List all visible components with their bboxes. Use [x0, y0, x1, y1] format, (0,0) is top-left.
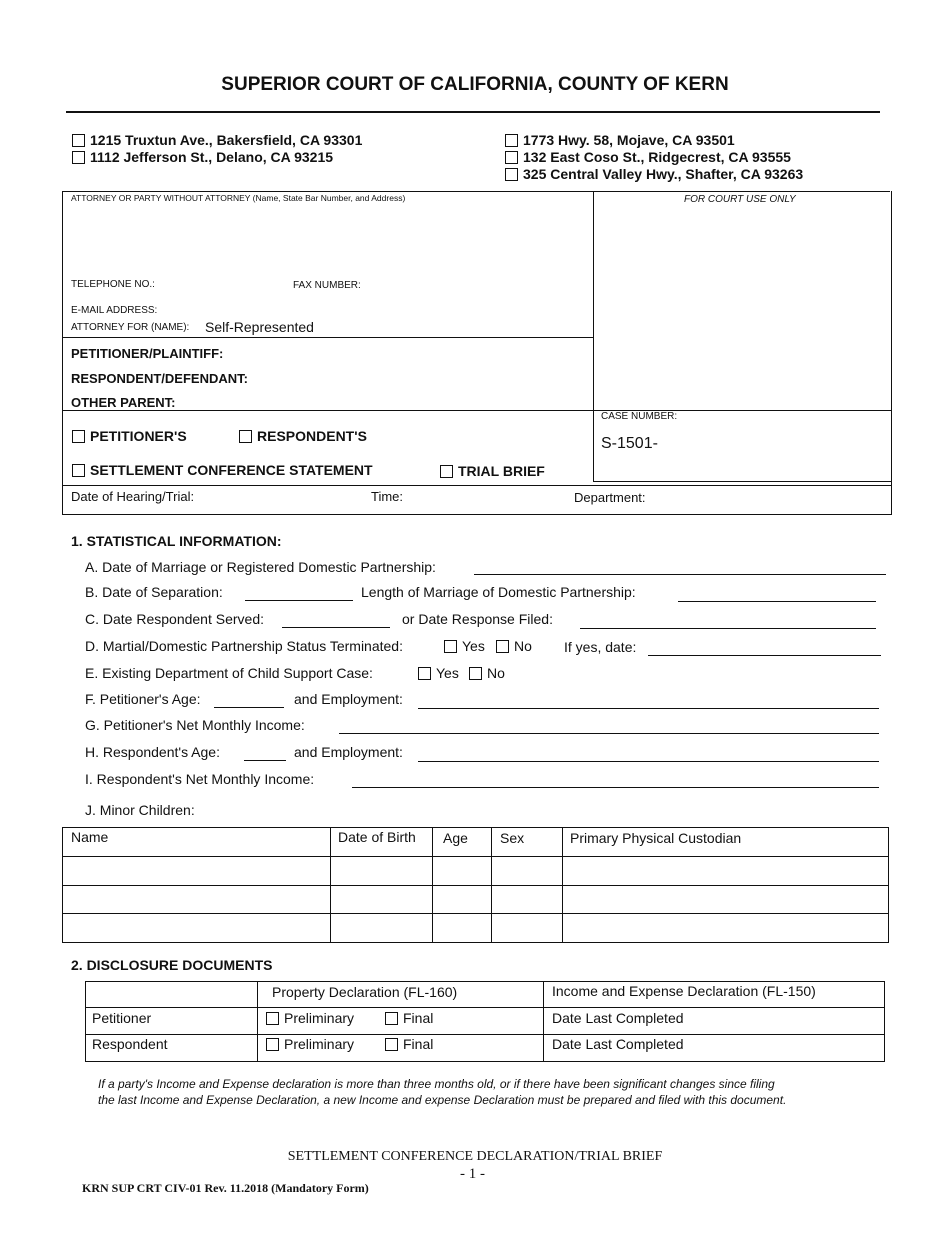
child-support-no-option[interactable]: No [469, 665, 505, 681]
table-rule [85, 1007, 885, 1008]
served-date-label: C. Date Respondent Served: [85, 611, 264, 627]
respondent-employment-line[interactable] [418, 761, 879, 762]
petitioner-label: PETITIONER/PLAINTIFF: [71, 346, 224, 361]
hearing-date-label: Date of Hearing/Trial: [71, 489, 195, 504]
telephone-label: TELEPHONE NO.: [71, 279, 155, 290]
location-right-2[interactable]: 132 East Coso St., Ridgecrest, CA 93555 [505, 149, 791, 165]
income-declaration-header: Income and Expense Declaration (FL-150) [552, 983, 816, 999]
footer-title: SETTLEMENT CONFERENCE DECLARATION/TRIAL BRIEF [287, 1149, 663, 1164]
petitioner-date-completed[interactable]: Date Last Completed [552, 1010, 684, 1026]
status-yes-option[interactable]: Yes [444, 638, 485, 654]
petitioner-final-option[interactable]: Final [385, 1010, 433, 1026]
respondent-label: RESPONDENT/DEFENDANT: [71, 371, 248, 386]
respondent-employment-label: and Employment: [294, 744, 403, 760]
table-rule [85, 1034, 885, 1035]
column-header-custodian: Primary Physical Custodian [570, 830, 742, 846]
respondents-option[interactable]: RESPONDENT'S [239, 428, 367, 444]
section1-heading: 1. STATISTICAL INFORMATION: [71, 533, 282, 549]
checkbox-icon[interactable] [505, 134, 518, 147]
column-header-dob: Date of Birth [338, 829, 416, 845]
attorney-for-label: ATTORNEY FOR (NAME): [71, 322, 190, 333]
attorney-bottom-rule [62, 337, 593, 338]
property-declaration-header: Property Declaration (FL-160) [272, 984, 458, 1000]
table-rule [257, 981, 258, 1061]
attorney-for-value[interactable]: Self-Represented [205, 319, 314, 335]
caption-extra-rule [62, 485, 891, 486]
respondent-date-completed[interactable]: Date Last Completed [552, 1036, 684, 1052]
footnote-line-2: the last Income and Expense Declaration, a new Income and expense Declaration must be prepared and filed with this document. [98, 1093, 787, 1107]
respondent-preliminary-option[interactable]: Preliminary [266, 1036, 354, 1052]
footnote-line-1: If a party's Income and Expense declaration is more than three months old, or if there have been significant changes since filing [98, 1077, 775, 1091]
status-terminated-label: D. Martial/Domestic Partnership Status Terminated: [85, 638, 403, 654]
petitioner-age-line[interactable] [214, 707, 284, 708]
table-row[interactable] [63, 914, 888, 942]
checkbox-icon[interactable] [72, 464, 85, 477]
column-header-name: Name [71, 829, 109, 845]
email-label: E-MAIL ADDRESS: [71, 305, 158, 316]
petitioner-employment-line[interactable] [418, 708, 879, 709]
checkbox-icon[interactable] [496, 640, 509, 653]
checkbox-icon[interactable] [385, 1038, 398, 1051]
column-header-sex: Sex [500, 830, 525, 846]
table-row[interactable] [63, 857, 888, 885]
petitioner-income-line[interactable] [339, 733, 879, 734]
other-parent-label: OTHER PARENT: [71, 395, 176, 410]
location-left-1[interactable]: 1215 Truxtun Ave., Bakersfield, CA 93301 [72, 132, 362, 148]
checkbox-icon[interactable] [266, 1012, 279, 1025]
separation-date-label: B. Date of Separation: [85, 584, 223, 600]
table-rule [85, 981, 885, 982]
status-no-option[interactable]: No [496, 638, 532, 654]
fax-label: FAX NUMBER: [293, 280, 361, 291]
caption-bottom-rule [62, 514, 891, 515]
checkbox-icon[interactable] [444, 640, 457, 653]
child-support-label: E. Existing Department of Child Support Case: [85, 665, 373, 681]
attorney-heading: ATTORNEY OR PARTY WITHOUT ATTORNEY (Name, State Bar Number, and Address) [71, 193, 406, 203]
respondent-final-option[interactable]: Final [385, 1036, 433, 1052]
title-rule [66, 111, 880, 113]
table-rule [85, 981, 86, 1061]
location-right-3[interactable]: 325 Central Valley Hwy., Shafter, CA 93263 [505, 166, 803, 182]
case-bottom-rule [593, 481, 891, 482]
parties-bottom-rule [62, 410, 891, 411]
checkbox-icon[interactable] [469, 667, 482, 680]
petitioner-row-label: Petitioner [92, 1010, 152, 1026]
petitioner-employment-label: and Employment: [294, 691, 403, 707]
response-filed-line[interactable] [580, 628, 876, 629]
page-title: SUPERIOR COURT OF CALIFORNIA, COUNTY OF KERN [221, 74, 729, 95]
caption-top-rule [62, 191, 890, 192]
petitioner-age-label: F. Petitioner's Age: [85, 691, 201, 707]
checkbox-icon[interactable] [418, 667, 431, 680]
marriage-date-label: A. Date of Marriage or Registered Domestic Partnership: [85, 559, 436, 575]
table-rule [888, 827, 889, 942]
caption-left-rule [62, 191, 63, 515]
column-header-age: Age [443, 830, 468, 846]
petitioner-income-label: G. Petitioner's Net Monthly Income: [85, 717, 305, 733]
respondent-age-line[interactable] [244, 760, 286, 761]
checkbox-icon[interactable] [440, 465, 453, 478]
table-rule [884, 981, 885, 1061]
marriage-date-line[interactable] [474, 574, 886, 575]
marriage-length-line[interactable] [678, 601, 876, 602]
respondent-age-label: H. Respondent's Age: [85, 744, 220, 760]
respondent-income-line[interactable] [352, 787, 879, 788]
table-rule [62, 942, 889, 943]
minor-children-label: J. Minor Children: [85, 802, 195, 818]
caption-right-rule [891, 191, 892, 515]
if-yes-date-label: If yes, date: [564, 639, 637, 655]
department-label: Department: [574, 490, 646, 505]
section2-heading: 2. DISCLOSURE DOCUMENTS [71, 957, 273, 973]
if-yes-date-line[interactable] [648, 655, 881, 656]
respondent-row-label: Respondent [92, 1036, 168, 1052]
table-rule [62, 827, 889, 828]
caption-mid-rule [593, 191, 594, 481]
respondent-income-label: I. Respondent's Net Monthly Income: [85, 771, 315, 787]
checkbox-icon[interactable] [239, 430, 252, 443]
page-number: - 1 - [460, 1166, 485, 1182]
table-rule [85, 1061, 885, 1062]
checkbox-icon[interactable] [266, 1038, 279, 1051]
settlement-option[interactable]: SETTLEMENT CONFERENCE STATEMENT [72, 462, 373, 478]
hearing-time-label: Time: [371, 489, 404, 504]
court-use-label: FOR COURT USE ONLY [684, 194, 796, 205]
marriage-length-label: Length of Marriage of Domestic Partnership: [361, 584, 636, 600]
case-number-label: CASE NUMBER: [601, 411, 678, 422]
petitioner-preliminary-option[interactable]: Preliminary [266, 1010, 354, 1026]
response-filed-label: or Date Response Filed: [402, 611, 553, 627]
checkbox-icon[interactable] [505, 151, 518, 164]
case-number-value[interactable]: S-1501- [601, 435, 658, 452]
location-left-2[interactable]: 1112 Jefferson St., Delano, CA 93215 [72, 149, 333, 165]
trial-brief-option[interactable]: TRIAL BRIEF [440, 463, 545, 479]
checkbox-icon[interactable] [72, 151, 85, 164]
separation-date-line[interactable] [245, 600, 353, 601]
child-support-yes-option[interactable]: Yes [418, 665, 459, 681]
location-right-1[interactable]: 1773 Hwy. 58, Mojave, CA 93501 [505, 132, 735, 148]
petitioners-option[interactable]: PETITIONER'S [72, 428, 187, 444]
served-date-line[interactable] [282, 627, 390, 628]
checkbox-icon[interactable] [505, 168, 518, 181]
checkbox-icon[interactable] [72, 430, 85, 443]
form-id: KRN SUP CRT CIV-01 Rev. 11.2018 (Mandatory Form) [82, 1181, 369, 1195]
checkbox-icon[interactable] [72, 134, 85, 147]
table-row[interactable] [63, 886, 888, 913]
checkbox-icon[interactable] [385, 1012, 398, 1025]
table-rule [543, 981, 544, 1061]
